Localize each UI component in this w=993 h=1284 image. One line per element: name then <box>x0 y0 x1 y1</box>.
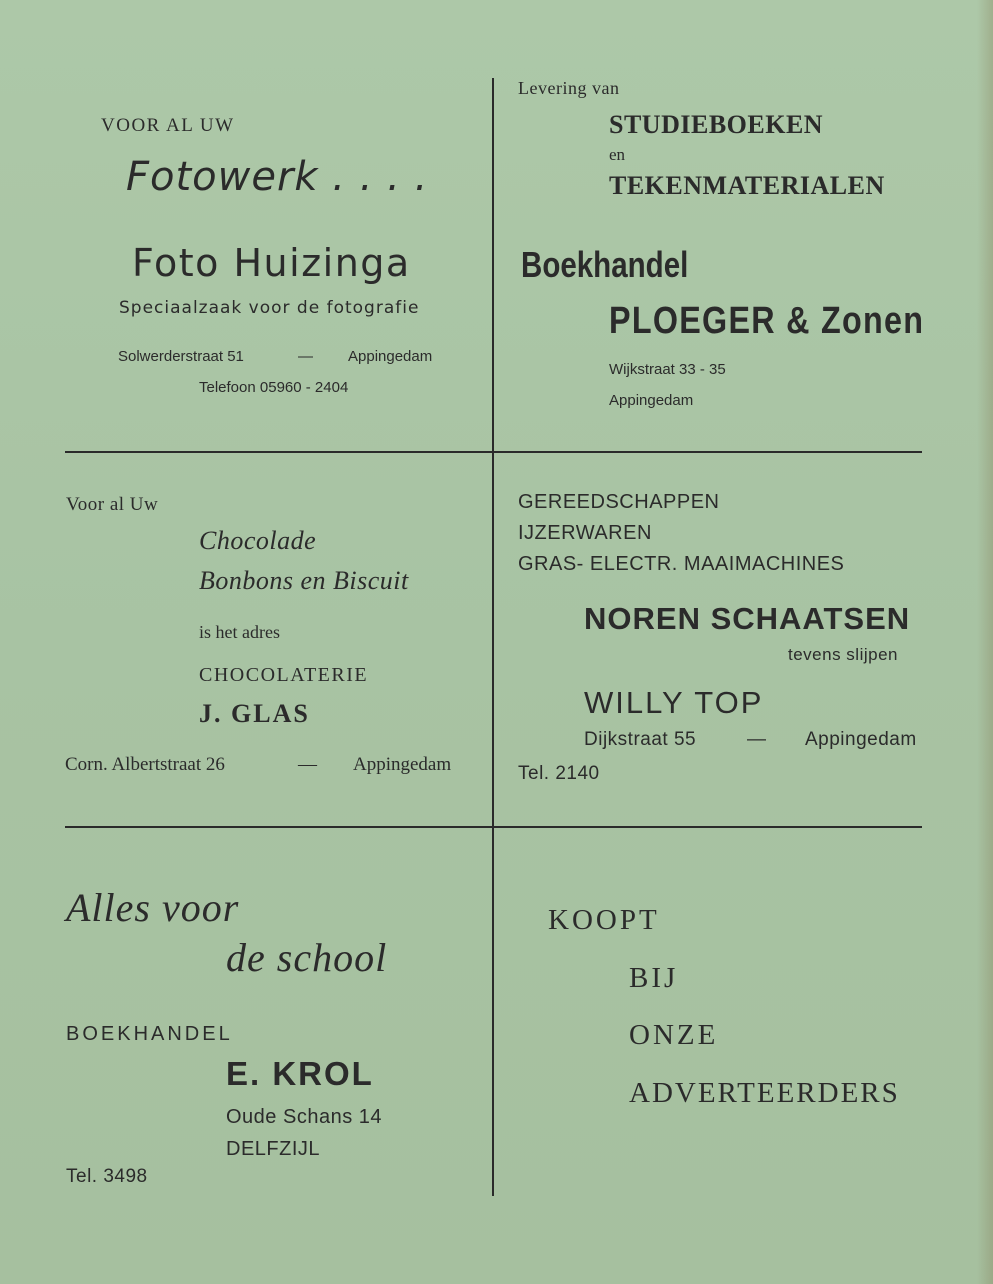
ad-top-city: Appingedam <box>805 729 917 750</box>
ad-ploeger-intro: Levering van <box>518 78 620 98</box>
ad-top-phone: Tel. 2140 <box>518 763 600 784</box>
vertical-divider <box>492 78 494 1196</box>
ad-ploeger-conjunction: en <box>609 145 626 164</box>
closing-word3: ONZE <box>629 1019 719 1051</box>
closing-word1: KOOPT <box>548 904 660 936</box>
ad-ploeger-item2: TEKENMATERIALEN <box>609 171 885 200</box>
ad-ploeger-address: Wijkstraat 33 - 35 <box>609 361 726 378</box>
ad-glas-dash: — <box>298 754 317 775</box>
ad-krol-headline2: de school <box>226 935 388 980</box>
ad-krol-headline1: Alles voor <box>66 885 240 930</box>
ad-glas-city: Appingedam <box>353 754 452 775</box>
ad-foto-phone: Telefoon 05960 - 2404 <box>199 379 349 396</box>
ad-top-feature: NOREN SCHAATSEN <box>584 601 911 636</box>
ad-glas-address: Corn. Albertstraat 26 <box>65 754 225 775</box>
ad-ploeger-company: PLOEGER & Zonen <box>609 300 925 342</box>
horizontal-divider-bottom <box>65 826 922 828</box>
ad-foto-address: Solwerderstraat 51 <box>118 348 244 365</box>
ad-ploeger-city: Appingedam <box>609 392 694 409</box>
ad-foto-company: Foto Huizinga <box>132 241 411 285</box>
ad-top-line3: GRAS- ELECTR. MAAIMACHINES <box>518 553 845 575</box>
ad-glas-product1: Chocolade <box>199 526 317 555</box>
ad-glas-product2: Bonbons en Biscuit <box>199 566 409 595</box>
ad-foto-city: Appingedam <box>348 348 433 365</box>
ad-top-line1: GEREEDSCHAPPEN <box>518 491 720 513</box>
ad-foto-intro: VOOR AL UW <box>101 115 235 136</box>
ad-glas-intro: Voor al Uw <box>66 494 159 515</box>
closing-word2: BIJ <box>629 962 679 994</box>
ad-krol-address: Oude Schans 14 <box>226 1106 382 1128</box>
ad-glas-company: J. GLAS <box>199 699 310 728</box>
ad-foto-tagline: Speciaalzaak voor de fotografie <box>119 298 420 318</box>
ad-krol-phone: Tel. 3498 <box>66 1166 148 1187</box>
ad-krol-city: DELFZIJL <box>226 1138 321 1160</box>
ad-ploeger-item1: STUDIEBOEKEN <box>609 110 824 139</box>
ad-ploeger-label: Boekhandel <box>521 244 689 285</box>
ad-top-dash: — <box>747 729 766 750</box>
ad-foto-headline: Fotowerk . . . . <box>126 154 429 200</box>
ad-krol-company: E. KROL <box>226 1055 374 1092</box>
closing-word4: ADVERTEERDERS <box>629 1077 900 1109</box>
ad-glas-middle: is het adres <box>199 622 280 642</box>
ad-foto-dash: — <box>298 348 313 365</box>
ad-top-line2: IJZERWAREN <box>518 522 652 544</box>
ad-top-company: WILLY TOP <box>584 685 764 720</box>
horizontal-divider-top <box>65 451 922 453</box>
ad-top-address: Dijkstraat 55 <box>584 729 697 750</box>
ad-glas-label: CHOCOLATERIE <box>199 664 369 686</box>
ad-top-feature-sub: tevens slijpen <box>788 645 899 664</box>
ad-krol-label: BOEKHANDEL <box>66 1023 233 1045</box>
